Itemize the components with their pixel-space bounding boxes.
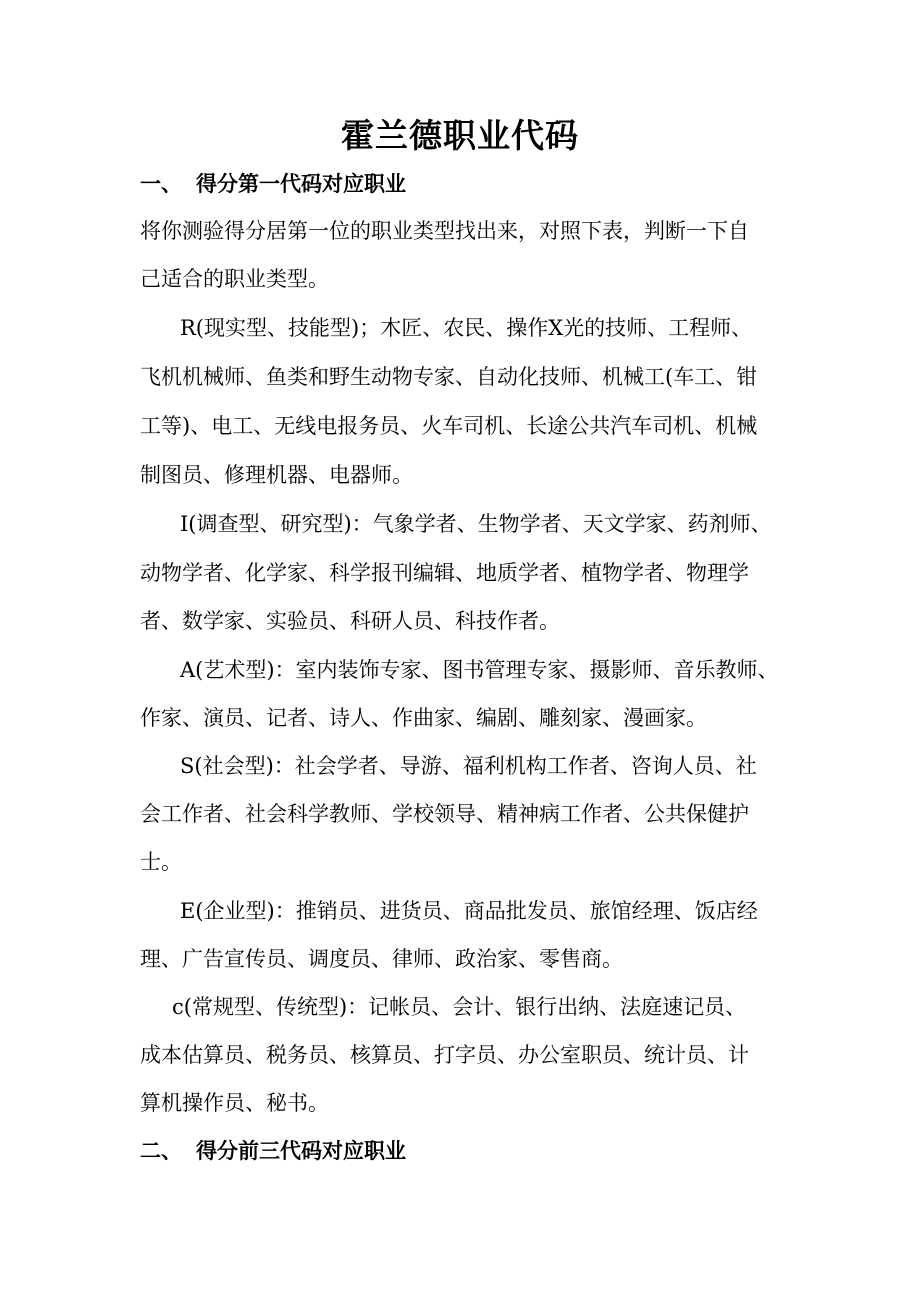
type-i-line-1: I(调查型、研究型)：气象学者、生物学者、天文学家、药剂师、 bbox=[180, 512, 772, 536]
type-a-line-1: A(艺术型)：室内装饰专家、图书管理专家、摄影师、音乐教师、 bbox=[180, 658, 779, 682]
type-c-line-2: 成本估算员、税务员、核算员、打字员、办公室职员、统计员、计 bbox=[140, 1043, 749, 1067]
type-e-line-1: E(企业型)：推销员、进货员、商品批发员、旅馆经理、饭店经 bbox=[180, 899, 758, 923]
type-a-line-2: 作家、演员、记者、诗人、作曲家、编剧、雕刻家、漫画家。 bbox=[140, 706, 707, 730]
section-number-2: 二、 bbox=[140, 1138, 182, 1163]
section-number-1: 一、 bbox=[140, 171, 182, 196]
type-s-line-3: 士。 bbox=[140, 850, 182, 874]
type-c-line-1: c(常规型、传统型)：记帐员、会计、银行出纳、法庭速记员、 bbox=[172, 995, 747, 1019]
type-i-line-2: 动物学者、化学家、科学报刊编辑、地质学者、植物学者、物理学 bbox=[140, 561, 749, 585]
type-e-line-2: 理、广告宣传员、调度员、律师、政治家、零售商。 bbox=[140, 947, 623, 971]
type-s-line-1: S(社会型)：社会学者、导游、福利机构工作者、咨询人员、社 bbox=[180, 754, 757, 778]
section-title-2: 得分前三代码对应职业 bbox=[196, 1138, 406, 1163]
type-r-line-2: 飞机机械师、鱼类和野生动物专家、自动化技师、机械工(车工、钳 bbox=[140, 365, 758, 389]
page-title: 霍兰德职业代码 bbox=[341, 116, 579, 155]
section-heading-1 bbox=[140, 168, 406, 200]
type-c-line-3: 算机操作员、秘书。 bbox=[140, 1091, 329, 1115]
type-r-line-4: 制图员、修理机器、电器师。 bbox=[140, 463, 413, 487]
type-s-line-2: 会工作者、社会科学教师、学校领导、精神病工作者、公共保健护 bbox=[140, 802, 749, 826]
intro-line-1: 将你测验得分居第一位的职业类型找出来，对照下表，判断一下自 bbox=[140, 219, 749, 243]
type-i-line-3: 者、数学家、实验员、科研人员、科技作者。 bbox=[140, 609, 560, 633]
type-r-line-1: R(现实型、技能型)；木匠、农民、操作X光的技师、工程师、 bbox=[180, 316, 753, 340]
section-heading-2 bbox=[140, 1135, 406, 1167]
section-title-1: 得分第一代码对应职业 bbox=[196, 171, 406, 196]
intro-line-2: 己适合的职业类型。 bbox=[140, 267, 329, 291]
type-r-line-3: 工等)、电工、无线电报务员、火车司机、长途公共汽车司机、机械 bbox=[140, 414, 758, 438]
